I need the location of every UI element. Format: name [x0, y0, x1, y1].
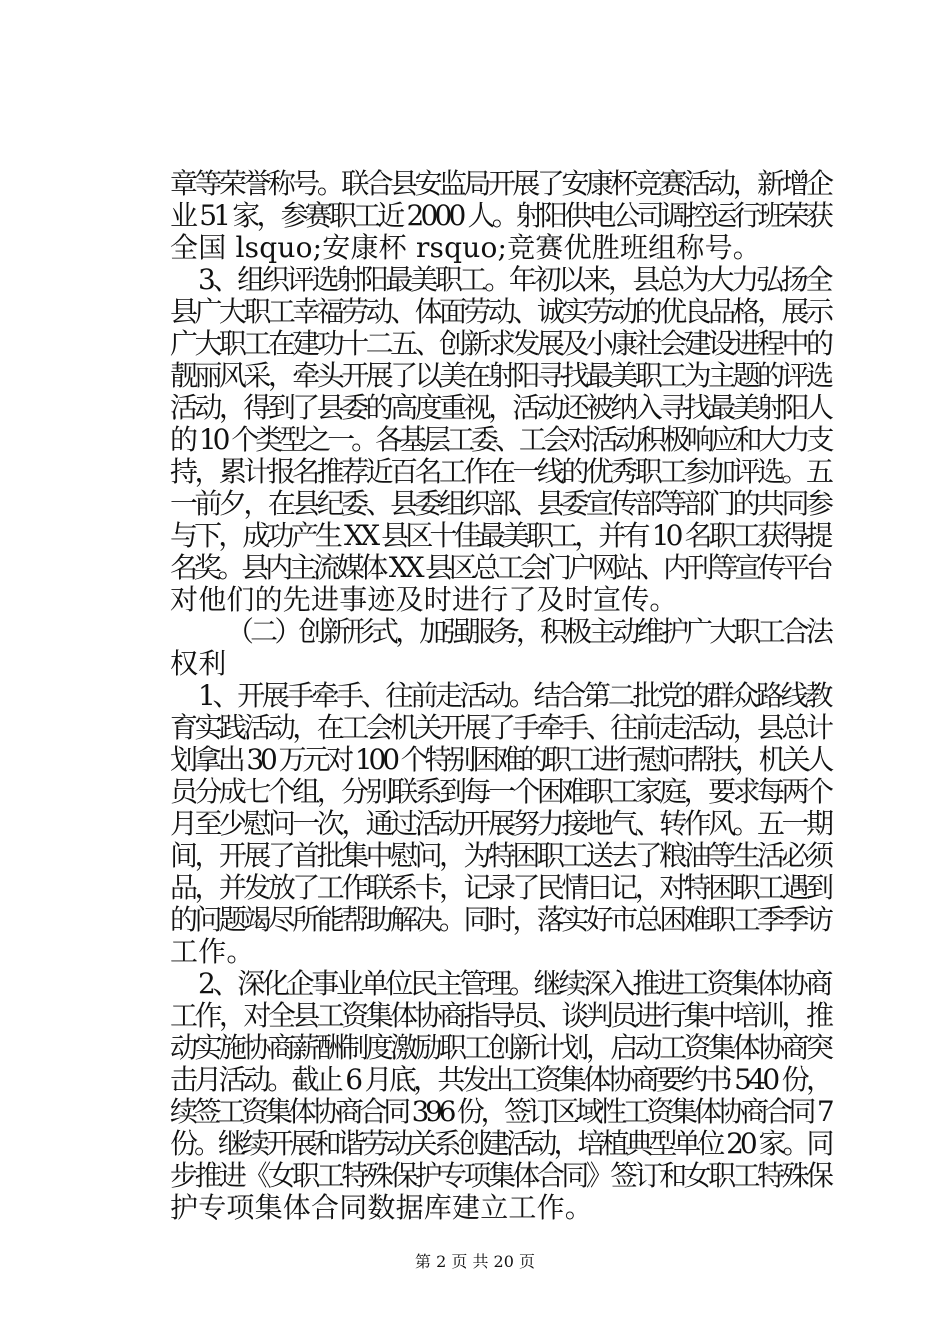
text-line: 一前夕，在县纪委、县委组织部、县委宣传部等部门的共同参: [170, 487, 831, 520]
paragraph-start-line: 1、开展手牵手、往前走活动。结合第二批党的群众路线教: [198, 679, 831, 712]
text-line: 动实施协商薪酬制度激励职工创新计划，启动工资集体协商突: [170, 1031, 831, 1064]
text-line: 工作，对全县工资集体协商指导员、谈判员进行集中培训，推: [170, 999, 831, 1032]
text-line: 育实践活动，在工会机关开展了手牵手、往前走活动，县总计: [170, 711, 831, 744]
text-line: 员分成七个组，分别联系到每一个困难职工家庭，要求每两个: [170, 775, 831, 808]
text-line: 工作。: [170, 935, 255, 968]
text-line: 品，并发放了工作联系卡，记录了民情日记，对特困职工遇到: [170, 871, 831, 904]
text-line: 月至少慰问一次，通过活动开展努力接地气、转作风。五一期: [170, 807, 831, 840]
paragraph-start-line: 2、深化企事业单位民主管理。继续深入推进工资集体协商: [198, 967, 831, 1000]
page-number-footer: 第 2 页 共 20 页: [415, 1252, 535, 1271]
text-line: 活动，得到了县委的高度重视，活动还被纳入寻找最美射阳人: [170, 391, 831, 424]
text-line: 份。继续开展和谐劳动关系创建活动，培植典型单位 20 家。同: [170, 1127, 831, 1160]
text-line: 与下，成功产生 XX 县区十佳最美职工，并有 10 名职工获得提: [170, 519, 830, 552]
text-line: 的问题竭尽所能帮助解决。同时，落实好市总困难职工季季访: [170, 903, 831, 936]
text-line: 间，开展了首批集中慰问，为特困职工送去了粮油等生活必须: [170, 839, 831, 872]
text-line: 的 10 个类型之一。各基层工委、工会对活动积极响应和大力支: [170, 423, 831, 456]
text-line: 全国 lsquo;安康杯 rsquo;竞赛优胜班组称号。: [170, 231, 761, 264]
section-heading-line: （二）创新形式，加强服务，积极主动维护广大职工合法: [226, 615, 831, 648]
text-line: 持，累计报名推荐近百名工作在一线的优秀职工参加评选。五: [170, 455, 831, 488]
text-line: 步推进《女职工特殊保护专项集体合同》签订和女职工特殊保: [170, 1159, 831, 1192]
section-heading-line: 权利: [170, 647, 227, 680]
text-line: 名奖。县内主流媒体 XX 县区总工会门户网站、内刊等宣传平台: [170, 551, 830, 584]
text-line: 续签工资集体协商合同 396 份，签订区域性工资集体协商合同 7: [170, 1095, 831, 1128]
text-line: 靓丽风采，牵头开展了以美在射阳寻找最美职工为主题的评选: [170, 359, 831, 392]
paragraph-start-line: 3、组织评选射阳最美职工。年初以来，县总为大力弘扬全: [198, 263, 831, 296]
text-line: 广大职工在建功十二五、创新求发展及小康社会建设进程中的: [170, 327, 831, 360]
text-line: 章等荣誉称号。联合县安监局开展了安康杯竞赛活动，新增企: [170, 167, 831, 200]
document-body: [170, 168, 830, 1224]
text-line: 业 51 家，参赛职工近 2000 人。射阳供电公司调控运行班荣获: [170, 199, 831, 232]
text-line: 击月活动。截止 6 月底，共发出工资集体协商要约书 540 份，: [170, 1063, 831, 1096]
text-line: 对他们的先进事迹及时进行了及时宣传。: [170, 583, 678, 616]
text-line: 县广大职工幸福劳动、体面劳动、诚实劳动的优良品格，展示: [170, 295, 831, 328]
text-line: 护专项集体合同数据库建立工作。: [170, 1191, 594, 1224]
text-line: 划拿出 30 万元对 100 个特别困难的职工进行慰问帮扶，机关人: [170, 743, 831, 776]
